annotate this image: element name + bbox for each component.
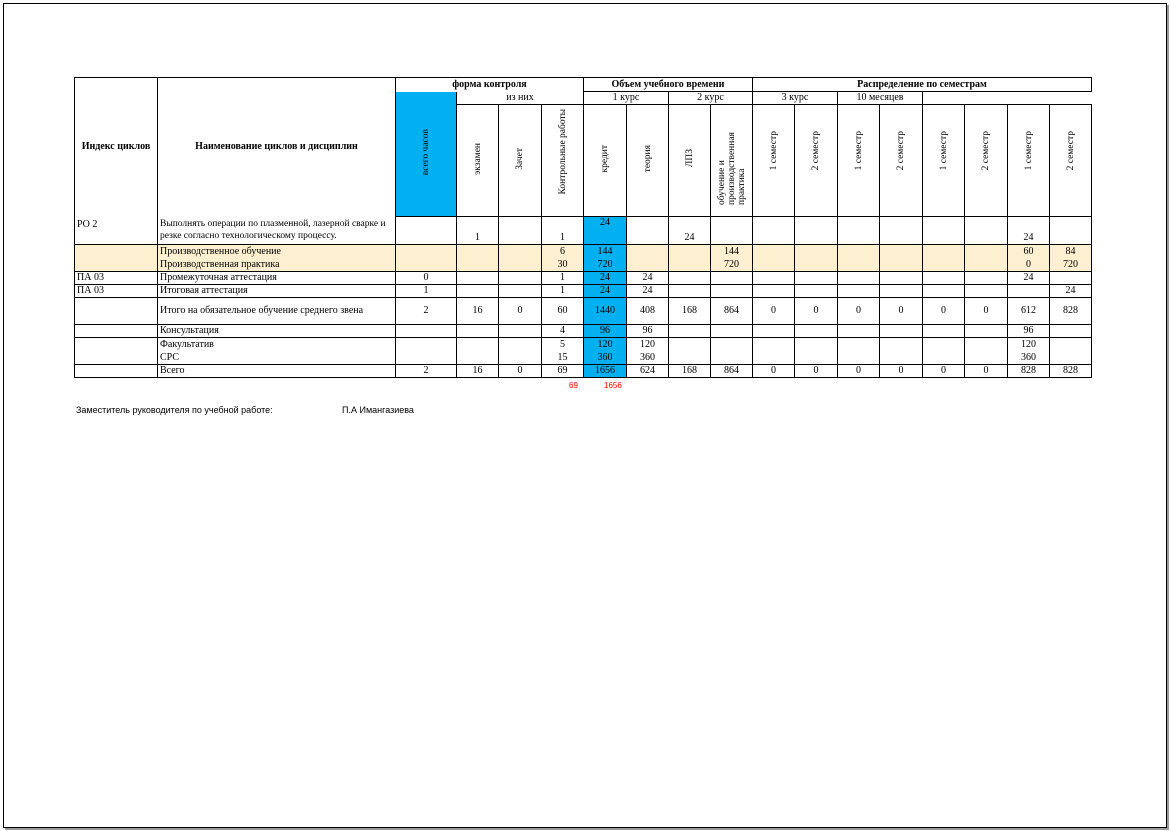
- row-pa03b-teoria: 24: [627, 285, 669, 298]
- table-row: [75, 338, 1092, 365]
- header-lpz: ЛПЗ: [684, 149, 695, 168]
- row-vsego-m1: 828: [1008, 365, 1050, 378]
- row-ro2-vsego: 24: [584, 217, 627, 245]
- row-fak-teoria1: 120: [640, 339, 655, 350]
- row-vsego-m2: 828: [1050, 365, 1092, 378]
- row-itogo-m2: 828: [1050, 298, 1092, 325]
- row-vsego-kredit: 69: [542, 365, 584, 378]
- row-vsego-prak: 864: [711, 365, 753, 378]
- header-control-works: Контрольные работы: [557, 109, 568, 195]
- row-itogo-teoria: 408: [627, 298, 669, 325]
- header-k3-sem2: 2 семестр: [981, 131, 991, 171]
- row-ro2-index: РО 2: [75, 217, 158, 245]
- header-credit: кредит: [600, 144, 610, 173]
- check-credit: 69: [569, 381, 578, 390]
- row-fak-kredit2: 15: [557, 352, 568, 363]
- row-vsego-name: Всего: [158, 365, 396, 378]
- header-index: Индекс циклов: [75, 78, 158, 217]
- curriculum-table: [74, 77, 1092, 378]
- row-itogo-name: Итого на обязательное обучение среднего звена: [158, 298, 396, 325]
- row-kons-teoria: 96: [627, 325, 669, 338]
- header-name: Наименование циклов и дисциплин: [158, 78, 396, 217]
- row-ro2-zachet: 1: [457, 217, 499, 245]
- header-course-1: 1 курс: [584, 92, 669, 105]
- row-pa03a-index: ПА 03: [75, 272, 158, 285]
- row-vsego-kontr: 0: [499, 365, 542, 378]
- row-itogo-m1: 612: [1008, 298, 1050, 325]
- row-ro2-m1: 24: [1008, 217, 1050, 245]
- row-fak-m1b: 360: [1021, 352, 1036, 363]
- row-vsego-k3s1: 0: [923, 365, 965, 378]
- row-fak-name2: СРС: [160, 352, 180, 363]
- row-fak-kredit1: 5: [560, 339, 565, 350]
- row-vsego-lpz: 168: [669, 365, 711, 378]
- header-control-form: форма контроля: [396, 78, 584, 92]
- row-itogo-k2s2: 0: [880, 298, 923, 325]
- row-itogo-vsego: 1440: [584, 298, 627, 325]
- row-pa03b-m2: 24: [1050, 285, 1092, 298]
- row-prod-m2b: 720: [1063, 259, 1078, 270]
- header-m-sem2: 2 семестр: [1065, 131, 1076, 171]
- table-row: [75, 325, 1092, 338]
- row-itogo-exam: 2: [396, 298, 457, 325]
- header-theory: теория: [642, 144, 653, 173]
- row-pa03a-m1: 24: [1008, 272, 1050, 285]
- row-kons-vsego: 96: [584, 325, 627, 338]
- header-k2-sem2: 2 семестр: [896, 131, 906, 171]
- header-k1-sem2: 2 семестр: [811, 131, 821, 171]
- row-vsego-k1s2: 0: [795, 365, 838, 378]
- header-volume: Объем учебного времени: [584, 78, 753, 92]
- row-itogo-zachet: 16: [457, 298, 499, 325]
- header-m-sem1: 1 семестр: [1023, 131, 1034, 171]
- header-course-3: 3 курс: [753, 92, 838, 105]
- row-prod-m1b: 0: [1026, 259, 1031, 270]
- row-vsego-k1s1: 0: [753, 365, 795, 378]
- row-vsego-k3s2: 0: [965, 365, 1008, 378]
- header-course-2: 2 курс: [669, 92, 753, 105]
- row-fak-teoria2: 360: [640, 352, 655, 363]
- row-vsego-zachet: 16: [457, 365, 499, 378]
- row-itogo-kredit: 60: [542, 298, 584, 325]
- row-pa03b-kredit: 1: [542, 285, 584, 298]
- table-row: [75, 365, 1092, 378]
- header-k1-sem1: 1 семестр: [768, 131, 779, 171]
- row-itogo-lpz: 168: [669, 298, 711, 325]
- row-pa03a-vsego: 24: [584, 272, 627, 285]
- table-row: [75, 272, 1092, 285]
- row-pa03b-exam: 1: [396, 285, 457, 298]
- row-kons-m1: 96: [1008, 325, 1050, 338]
- row-prod-kredit1: 6: [560, 246, 565, 257]
- row-prod-kredit2: 30: [557, 259, 568, 270]
- row-itogo-k1s1: 0: [753, 298, 795, 325]
- row-vsego-teoria: 624: [627, 365, 669, 378]
- row-fak-name1: Факультатив: [160, 339, 214, 350]
- row-pa03b-name: Итоговая аттестация: [158, 285, 396, 298]
- row-prod-name1: Производственное обучение: [160, 246, 281, 257]
- row-kons-name: Консультация: [158, 325, 396, 338]
- footer-label: Заместитель руководителя по учебной работе:: [76, 405, 273, 415]
- row-itogo-kontr: 0: [499, 298, 542, 325]
- header-zachet: Зачет: [515, 147, 525, 170]
- row-vsego-exam: 2: [396, 365, 457, 378]
- row-ro2-lpz: 24: [669, 217, 711, 245]
- table-row: [75, 298, 1092, 325]
- row-pa03b-vsego: 24: [584, 285, 627, 298]
- row-itogo-k1s2: 0: [795, 298, 838, 325]
- check-total: 1656: [604, 381, 622, 390]
- row-vsego-k2s2: 0: [880, 365, 923, 378]
- row-prod-vsego1: 144: [597, 246, 613, 257]
- row-prod-prak1: 144: [724, 246, 739, 257]
- row-pa03a-teoria: 24: [627, 272, 669, 285]
- row-pa03a-name: Промежуточная аттестация: [158, 272, 396, 285]
- row-itogo-k2s1: 0: [838, 298, 880, 325]
- header-practice: обучение и производственная практика: [716, 131, 747, 205]
- table-row: [75, 285, 1092, 298]
- row-fak-m1a: 120: [1021, 339, 1036, 350]
- row-fak-vsego2: 360: [597, 352, 613, 363]
- header-total-hours: всего часов: [421, 128, 431, 175]
- header-10-months: 10 месяцев: [838, 92, 923, 105]
- footer-person: П.А Имангазиева: [342, 405, 414, 415]
- row-kons-kredit: 4: [542, 325, 584, 338]
- row-vsego-vsego: 1656: [584, 365, 627, 378]
- header-semester-distribution: Распределение по семестрам: [753, 78, 1092, 92]
- table-row: [75, 217, 1092, 245]
- row-itogo-k3s1: 0: [923, 298, 965, 325]
- row-ro2-kredit: 1: [542, 217, 584, 245]
- row-ro2-name: Выполнять операции по плазменной, лазерной сварке и резке согласно технологическому процессу.: [158, 217, 396, 245]
- row-prod-name2: Производственная практика: [160, 259, 280, 270]
- row-pa03a-exam: 0: [396, 272, 457, 285]
- header-exam: экзамен: [472, 142, 483, 175]
- header-k2-sem1: 1 семестр: [853, 131, 864, 171]
- row-vsego-k2s1: 0: [838, 365, 880, 378]
- row-prod-prak2: 720: [724, 259, 739, 270]
- row-prod-m2a: 84: [1065, 246, 1076, 257]
- row-prod-vsego2: 720: [597, 259, 613, 270]
- row-itogo-prak: 864: [711, 298, 753, 325]
- header-k3-sem1: 1 семестр: [938, 131, 949, 171]
- row-pa03b-index: ПА 03: [75, 285, 158, 298]
- row-pa03a-kredit: 1: [542, 272, 584, 285]
- row-itogo-k3s2: 0: [965, 298, 1008, 325]
- row-fak-vsego1: 120: [597, 339, 613, 350]
- header-of-them: из них: [457, 92, 584, 105]
- table-row: [75, 245, 1092, 272]
- row-prod-m1a: 60: [1023, 246, 1034, 257]
